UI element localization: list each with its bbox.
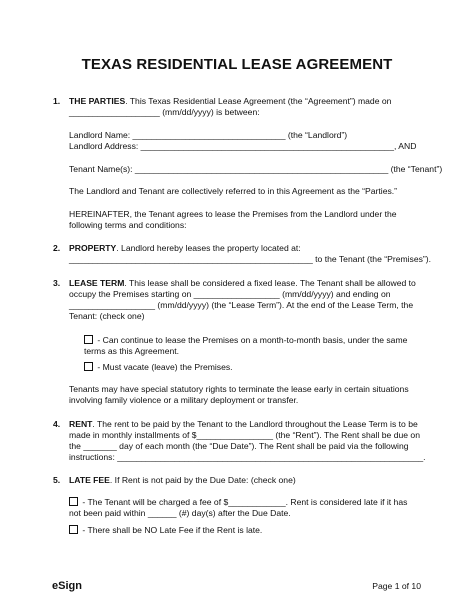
statutory-note-line-2: involving family violence or a military deployment or transfer. <box>69 395 299 405</box>
document-title: TEXAS RESIDENTIAL LEASE AGREEMENT <box>81 56 393 73</box>
must-vacate-option <box>84 362 233 373</box>
must-vacate-label: - Must vacate (leave) the Premises. <box>95 362 233 372</box>
month-to-month-option <box>84 335 407 346</box>
late-fee-charged-label[interactable]: - The Tenant will be charged a fee of $____________. Rent is considered late if it has <box>80 497 408 507</box>
property-address-field[interactable]: ___________________________________________________ to the Tenant (the “Premises”). <box>69 254 432 264</box>
month-to-month-label-cont: terms as this Agreement. <box>84 346 180 356</box>
no-late-fee-label: - There shall be NO Late Fee if the Rent is late. <box>80 525 263 535</box>
rent-amount-field[interactable]: made in monthly installments of $________________ (the “Rent”). The Rent shall be due on <box>69 430 420 440</box>
tenant-names-field[interactable]: Tenant Name(s): _____________________________________________________ (the “Tenant”) <box>69 164 443 174</box>
no-late-fee-option <box>69 525 262 536</box>
late-fee-charged-checkbox[interactable] <box>69 497 78 506</box>
statutory-note-line-1: Tenants may have special statutory rights to terminate the lease early in certain situations <box>69 384 409 394</box>
rent-due-day-field[interactable]: the _______ day of each month (the “Due Date”). The Rent shall be paid via the following <box>69 441 409 451</box>
late-fee-charged-option <box>69 497 407 508</box>
month-to-month-label: - Can continue to lease the Premises on a month-to-month basis, under the same <box>95 335 408 345</box>
property-text: . Landlord hereby leases the property located at: <box>116 243 301 253</box>
property-heading: PROPERTY <box>69 243 117 253</box>
parties-line-2: ___________________ (mm/dd/yyyy) is between: <box>69 107 260 117</box>
rent-heading: RENT <box>69 419 93 429</box>
month-to-month-checkbox[interactable] <box>84 335 93 344</box>
no-late-fee-checkbox[interactable] <box>69 525 78 534</box>
section-number-4: 4. <box>53 419 61 429</box>
late-fee-days-field[interactable]: not been paid within ______ (#) day(s) after the Due Date. <box>69 508 291 518</box>
property-line-1 <box>69 243 301 254</box>
hereinafter-line-2: following terms and conditions: <box>69 220 187 230</box>
section-number-2: 2. <box>53 243 61 253</box>
page-number: Page 1 of 10 <box>372 581 421 591</box>
lease-term-line-4: Tenant: (check one) <box>69 311 145 321</box>
landlord-name-field[interactable]: Landlord Name: ________________________________ (the “Landlord”) <box>69 130 348 140</box>
hereinafter-line-1: HEREINAFTER, the Tenant agrees to lease the Premises from the Landlord under the <box>69 209 397 219</box>
section-number-3: 3. <box>53 278 61 288</box>
rent-instructions-field[interactable]: instructions: ________________________________________________________________. <box>69 452 426 462</box>
late-fee-text: . If Rent is not paid by the Due Date: (check one) <box>109 475 296 485</box>
lease-term-line-1 <box>69 278 416 289</box>
esign-logo: eSign <box>52 580 82 592</box>
lease-term-heading: LEASE TERM <box>69 278 125 288</box>
must-vacate-checkbox[interactable] <box>84 362 93 371</box>
parties-collective-text: The Landlord and Tenant are collectively referred to in this Agreement as the “Parties.” <box>69 186 398 196</box>
lease-end-date-field[interactable]: __________________ (mm/dd/yyyy) (the “Lease Term”). At the end of the Lease Term, the <box>69 300 414 310</box>
late-fee-heading: LATE FEE <box>69 475 110 485</box>
parties-heading: THE PARTIES <box>69 96 126 106</box>
parties-text: . This Texas Residential Lease Agreement (the “Agreement”) made on <box>125 96 392 106</box>
lease-start-date-field[interactable]: occupy the Premises starting on __________________ (mm/dd/yyyy) and ending on <box>69 289 391 299</box>
lease-term-text: . This lease shall be considered a fixed lease. The Tenant shall be allowed to <box>124 278 416 288</box>
section-number-1: 1. <box>53 96 61 106</box>
late-fee-line-1 <box>69 475 296 486</box>
rent-text: . The rent to be paid by the Tenant to the Landlord throughout the Lease Term is to be <box>92 419 418 429</box>
rent-line-1 <box>69 419 418 430</box>
landlord-address-field[interactable]: Landlord Address: _____________________________________________________, AND <box>69 141 417 151</box>
parties-line-1 <box>69 96 391 107</box>
section-number-5: 5. <box>53 475 61 485</box>
